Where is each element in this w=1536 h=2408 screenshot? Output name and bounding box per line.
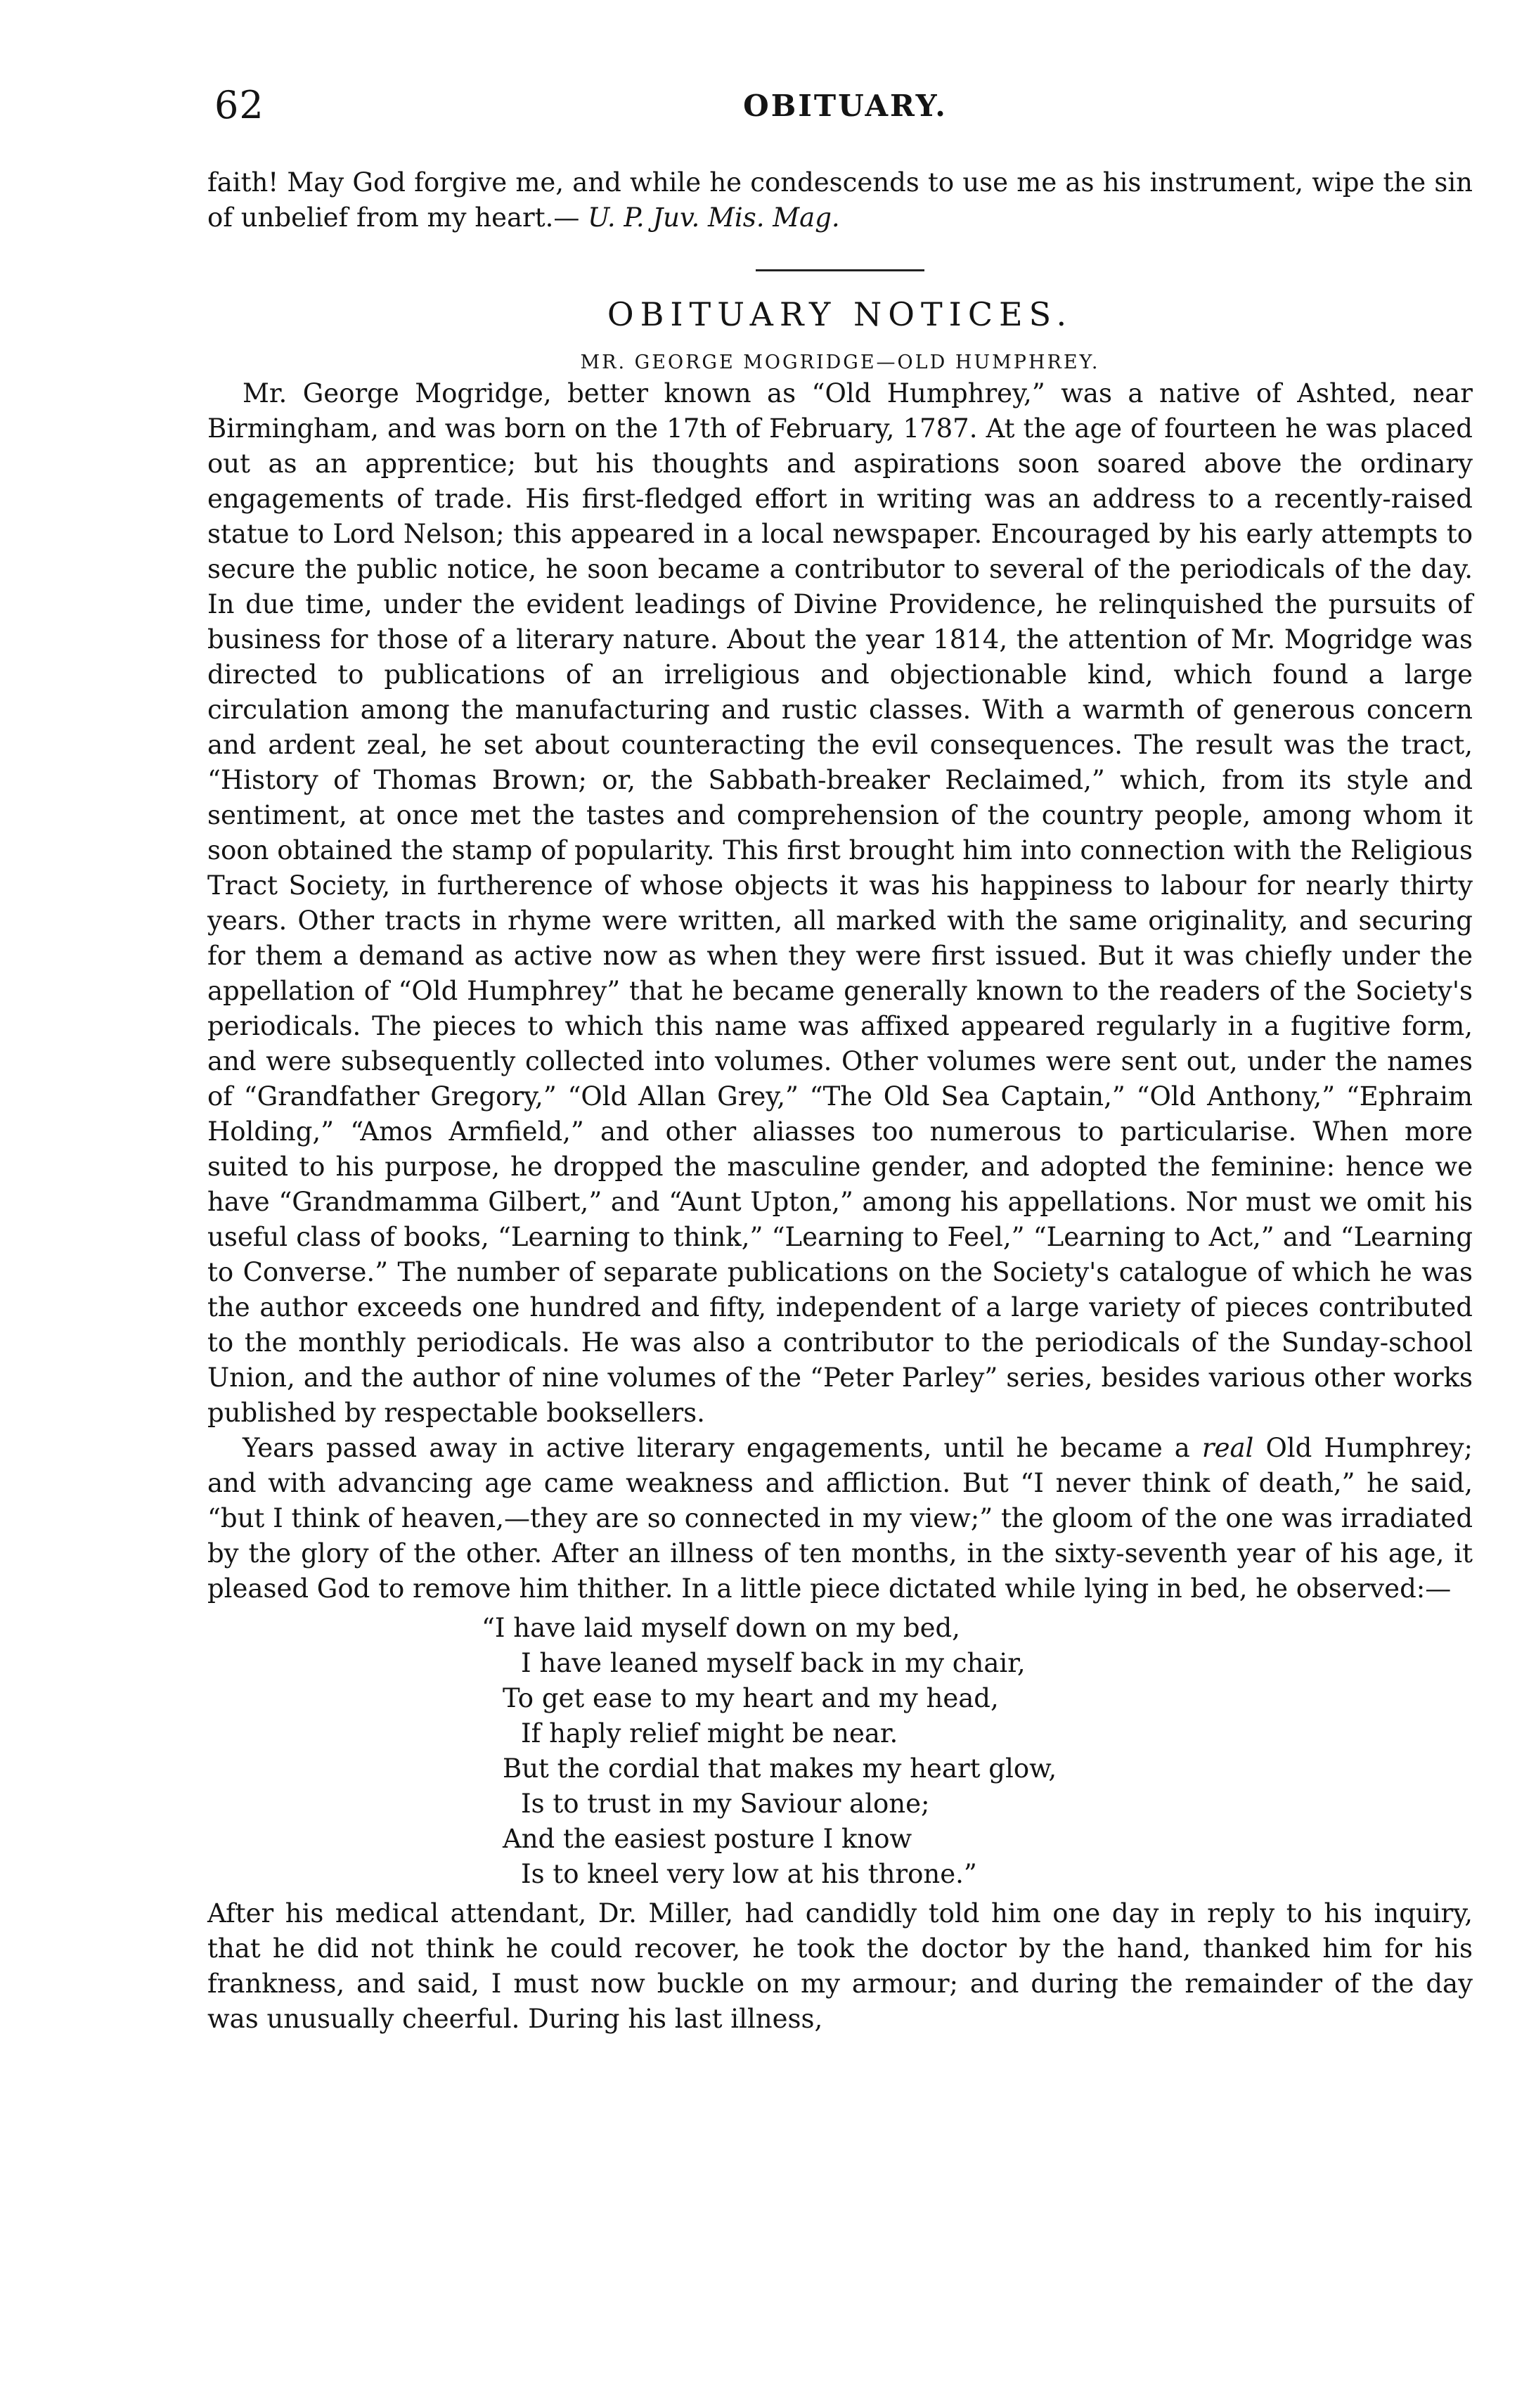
poem-line: Is to trust in my Saviour alone; bbox=[521, 1789, 930, 1819]
intro-text: faith! May God forgive me, and while he condescends to use me as his instrument, wipe the sin of unbelief from my heart.— bbox=[207, 167, 1473, 233]
section-divider bbox=[756, 269, 924, 271]
poem-line: Is to kneel very low at his throne.” bbox=[521, 1859, 977, 1889]
notice-subheading: MR. GEORGE MOGRIDGE—OLD HUMPHREY. bbox=[580, 352, 1100, 373]
poem-line: And the easiest posture I know bbox=[503, 1824, 912, 1854]
intro-source: U. P. Juv. Mis. Mag. bbox=[588, 202, 840, 233]
poem-line: But the cordial that makes my heart glow, bbox=[503, 1753, 1057, 1784]
poem-line: I have leaned myself back in my chair, bbox=[521, 1648, 1026, 1678]
intro-paragraph bbox=[207, 165, 1473, 236]
page-body bbox=[207, 165, 1473, 2037]
poem-line: To get ease to my heart and my head, bbox=[503, 1683, 999, 1713]
paragraph-later-years-text-2: Old Humphrey; and with advancing age came weakness and affliction. But “I never think of death,” he said, “but I think of heaven,—they are so connected in my view;” the gloom of the one was irradiated by the glory of the other. After an illness of ten months, in the sixty-seventh year of his age, it pleased God to remove him thither. In a little piece dictated while lying in bed, he observed:— bbox=[207, 1433, 1473, 1604]
section-title: OBITUARY NOTICES. bbox=[607, 295, 1073, 333]
paragraph-final-illness: After his medical attendant, Dr. Miller, had candidly told him one day in reply to his inquiry, that he did not think he could recover, he took the doctor by the hand, thanked him for his frankness, and said, I must now buckle on my armour; and during the remainder of the day was unusually cheerful. During his last illness, bbox=[207, 1898, 1473, 2034]
paragraph-biography: Mr. George Mogridge, better known as “Old Humphrey,” was a native of Ashted, near Birmingham, and was born on the 17th of February, 1787. At the age of fourteen he was placed out as an apprentice; but his thoughts and aspirations soon soared above the ordinary engagements of trade. His first-fledged effort in writing was an address to a recently-raised statue to Lord Nelson; this appeared in a local newspaper. Encouraged by his early attempts to secure the public notice, he soon became a contributor to several of the periodicals of the day. In due time, under the evident leadings of Divine Providence, he relinquished the pursuits of business for those of a literary nature. About the year 1814, the attention of Mr. Mogridge was directed to publications of an irreligious and objectionable kind, which found a large circulation among the manufacturing and rustic classes. With a warmth of generous concern and ardent zeal, he set about counteracting the evil consequences. The result was the tract, “History of Thomas Brown; or, the Sabbath-breaker Reclaimed,” which, from its style and sentiment, at once met the tastes and comprehension of the country people, among whom it soon obtained the stamp of popularity. This first brought him into connection with the Religious Tract Society, in furtherence of whose objects it was his happiness to labour for nearly thirty years. Other tracts in rhyme were written, all marked with the same originality, and securing for them a demand as active now as when they were first issued. But it was chiefly under the appellation of “Old Humphrey” that he became generally known to the readers of the Society's periodicals. The pieces to which this name was affixed appeared regularly in a fugitive form, and were subsequently collected into volumes. Other volumes were sent out, under the names of “Grandfather Gregory,” “Old Allan Grey,” “The Old Sea Captain,” “Old Anthony,” “Ephraim Holding,” “Amos Armfield,” and other aliasses too numerous to particularise. When more suited to his purpose, he dropped the masculine gender, and adopted the feminine: hence we have “Grandmamma Gilbert,” and “Aunt Upton,” among his appellations. Nor must we omit his useful class of books, “Learning to think,” “Learning to Feel,” “Learning to Act,” and “Learning to Converse.” The number of separate publications on the Society's catalogue of which he was the author exceeds one hundred and fifty, independent of a large variety of pieces contributed to the monthly periodicals. He was also a contributor to the periodicals of the Sunday-school Union, and the author of nine volumes of the “Peter Parley” series, besides various other works published by respectable booksellers. bbox=[207, 378, 1473, 1428]
page-header bbox=[214, 83, 1476, 139]
poem-line: “I have laid myself down on my bed, bbox=[482, 1613, 960, 1643]
page-number: 62 bbox=[214, 83, 264, 127]
poem bbox=[482, 1611, 1473, 1892]
paragraph-later-years-text-1: Years passed away in active literary engagements, until he became a bbox=[243, 1433, 1202, 1463]
running-title: OBITUARY. bbox=[743, 89, 948, 123]
poem-line: If haply relief might be near. bbox=[521, 1718, 898, 1749]
emphasis-real: real bbox=[1201, 1433, 1254, 1463]
paragraph-later-years bbox=[207, 1431, 1473, 1607]
